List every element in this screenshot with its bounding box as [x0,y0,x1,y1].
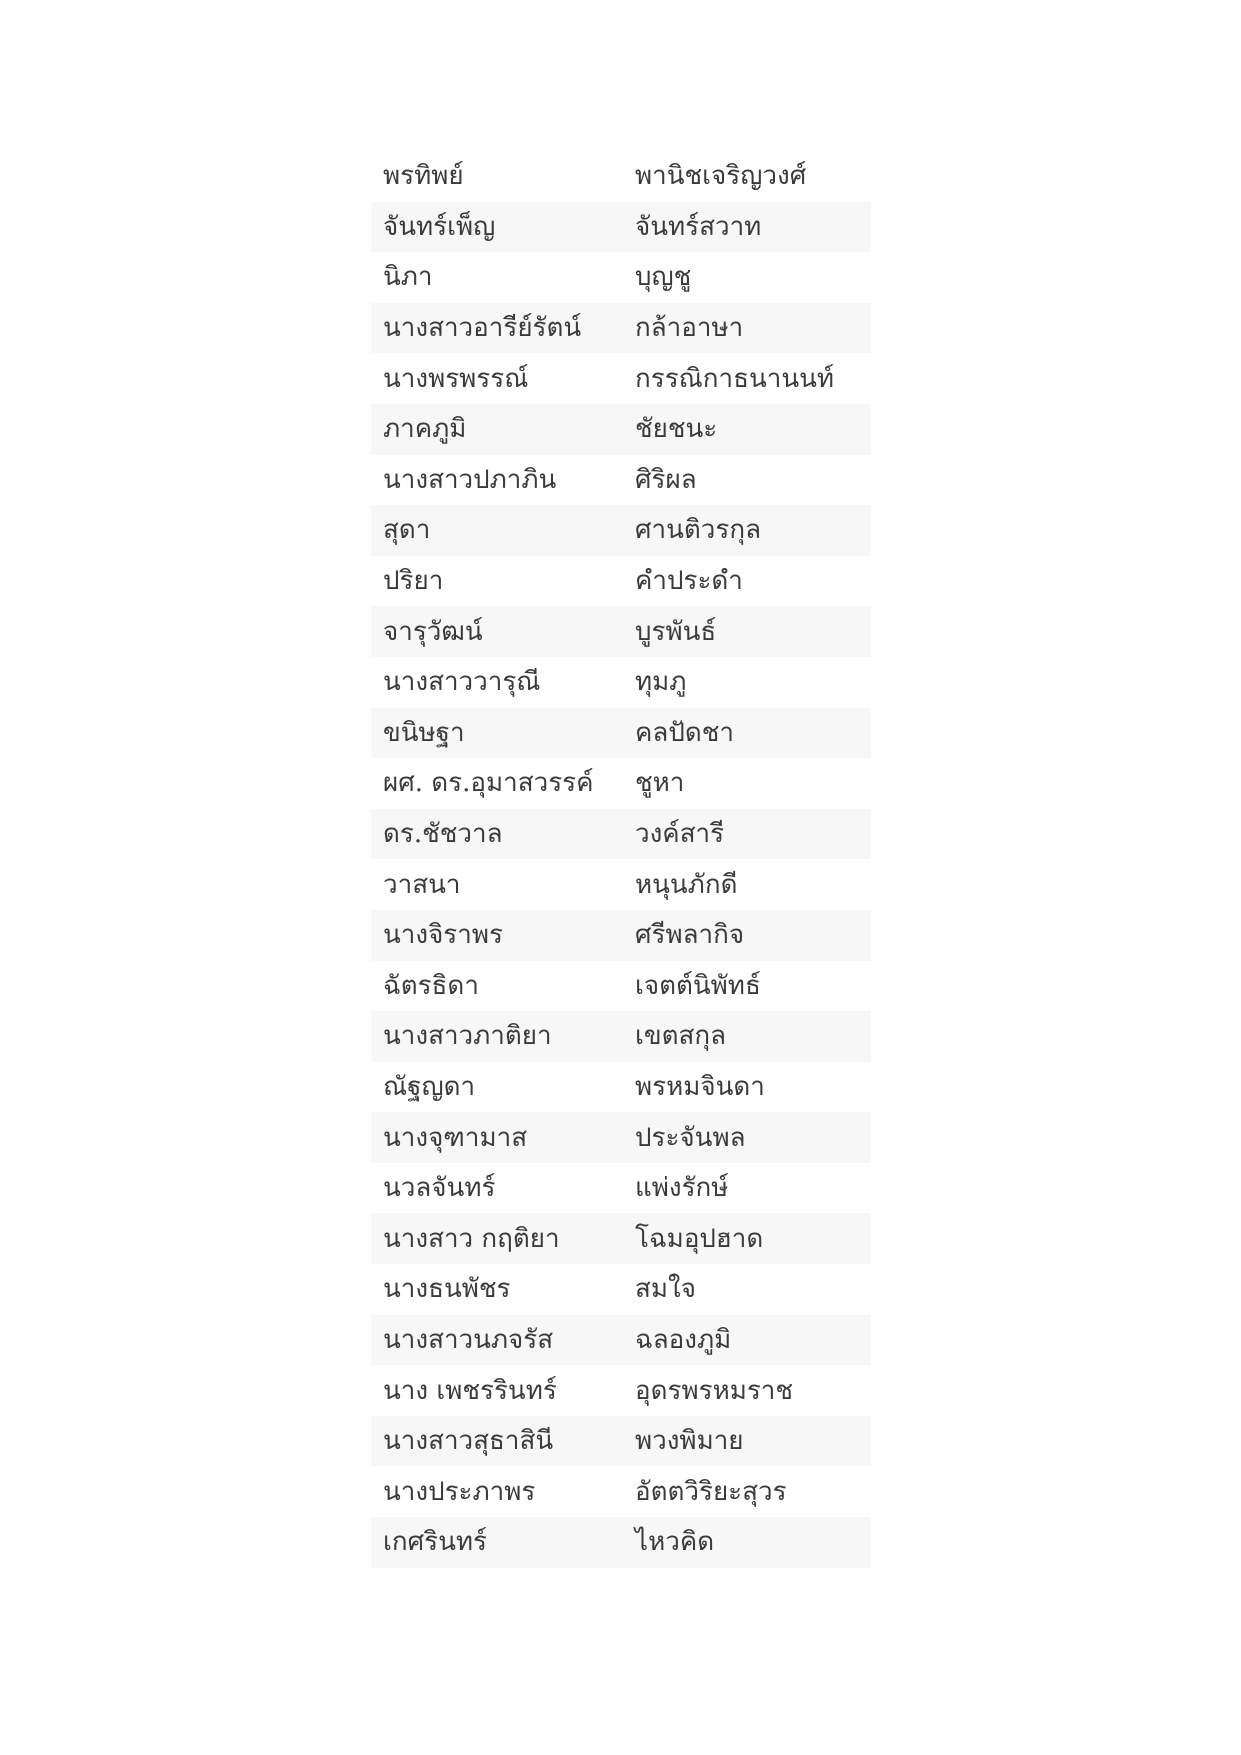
last-name-cell: พรหมจินดา [635,1071,765,1102]
table-row [371,1011,871,1062]
last-name-cell: ศรีพลากิจ [623,910,871,961]
first-name-cell: ขนิษฐา [371,708,623,759]
last-name-cell: เขตสกุล [623,1011,871,1062]
first-name-cell: นวลจันทร์ [383,1173,496,1204]
last-name-cell: ทุมภู [635,667,687,698]
first-name-cell: ผศ. ดร.อุมาสวรรค์ [383,768,594,799]
last-name-cell: คำประดำ [635,566,743,597]
last-name-cell: กล้าอาษา [623,303,871,354]
first-name-cell: จันทร์เพ็ญ [371,202,623,253]
table-row [371,252,871,303]
table-row [371,1112,871,1163]
first-name-cell: วาสนา [383,869,461,900]
last-name-cell: ศิริผล [635,464,697,495]
table-row [371,151,871,202]
first-name-cell: นางสาวภาติยา [371,1011,623,1062]
table-row [371,961,871,1012]
last-name-cell: พานิชเจริญวงศ์ [635,161,807,192]
last-name-cell: แพ่งรักษ์ [635,1173,729,1204]
last-name-cell: โฉมอุปฮาด [623,1213,871,1264]
table-row [371,353,871,404]
table-row [371,556,871,607]
name-table-body [371,151,871,1568]
first-name-cell: จารุวัฒน์ [371,606,623,657]
last-name-cell: จันทร์สวาท [623,202,871,253]
last-name-cell: กรรณิกาธนานนท์ [635,363,835,394]
last-name-cell: อัตตวิริยะสุวร [635,1476,787,1507]
table-row [371,657,871,708]
first-name-cell: นิภา [383,262,433,293]
first-name-cell: นางสาวปภาภิน [383,464,557,495]
first-name-cell: นางธนพัชร [383,1274,511,1305]
table-row [371,455,871,506]
last-name-cell: หนุนภักดี [635,869,738,900]
first-name-cell: นางสาวสุธาสินี [371,1416,623,1467]
first-name-cell: นางสาวอารีย์รัตน์ [371,303,623,354]
first-name-cell: ปริยา [383,566,444,597]
table-row [371,758,871,809]
table-row [371,303,871,354]
last-name-cell: ประจันพล [623,1112,871,1163]
last-name-cell: อุดรพรหมราช [635,1375,794,1406]
table-row [371,708,871,759]
last-name-cell: คลปัดชา [623,708,871,759]
first-name-cell: นางจุฑามาส [371,1112,623,1163]
table-row [371,1163,871,1214]
last-name-cell: ชัยชนะ [623,404,871,455]
last-name-cell: ศานติวรกุล [623,505,871,556]
first-name-cell: นางสาววารุณี [383,667,541,698]
first-name-cell: ภาคภูมิ [371,404,623,455]
last-name-cell: บูรพันธ์ [623,606,871,657]
table-row [371,809,871,860]
first-name-cell: พรทิพย์ [383,161,464,192]
table-row [371,202,871,253]
first-name-cell: นางจิราพร [371,910,623,961]
table-row [371,1315,871,1366]
table-row [371,859,871,910]
first-name-cell: นางสาว กฤติยา [371,1213,623,1264]
last-name-cell: วงค์สารี [623,809,871,860]
first-name-cell: นางพรพรรณ์ [383,363,529,394]
table-row [371,1213,871,1264]
first-name-cell: ฉัตรธิดา [383,970,479,1001]
table-row [371,1365,871,1416]
last-name-cell: ฉลองภูมิ [623,1315,871,1366]
table-row [371,505,871,556]
table-row [371,1466,871,1517]
table-row [371,1517,871,1568]
table-row [371,606,871,657]
last-name-cell: สมใจ [635,1274,696,1305]
last-name-cell: พวงพิมาย [623,1416,871,1467]
first-name-cell: เกศรินทร์ [371,1517,623,1568]
table-row [371,1416,871,1467]
first-name-cell: นาง เพชรรินทร์ [383,1375,557,1406]
name-table [371,151,871,1568]
first-name-cell: นางสาวนภจรัส [371,1315,623,1366]
last-name-cell: ชูหา [635,768,685,799]
table-row [371,1264,871,1315]
last-name-cell: เจตต์นิพัทธ์ [635,970,761,1001]
table-row [371,1062,871,1113]
last-name-cell: บุญชู [635,262,692,293]
first-name-cell: ณัฐญดา [383,1071,476,1102]
first-name-cell: ดร.ชัชวาล [371,809,623,860]
table-row [371,910,871,961]
first-name-cell: นางประภาพร [383,1476,536,1507]
table-row [371,404,871,455]
last-name-cell: ไหวคิด [623,1517,871,1568]
first-name-cell: สุดา [371,505,623,556]
